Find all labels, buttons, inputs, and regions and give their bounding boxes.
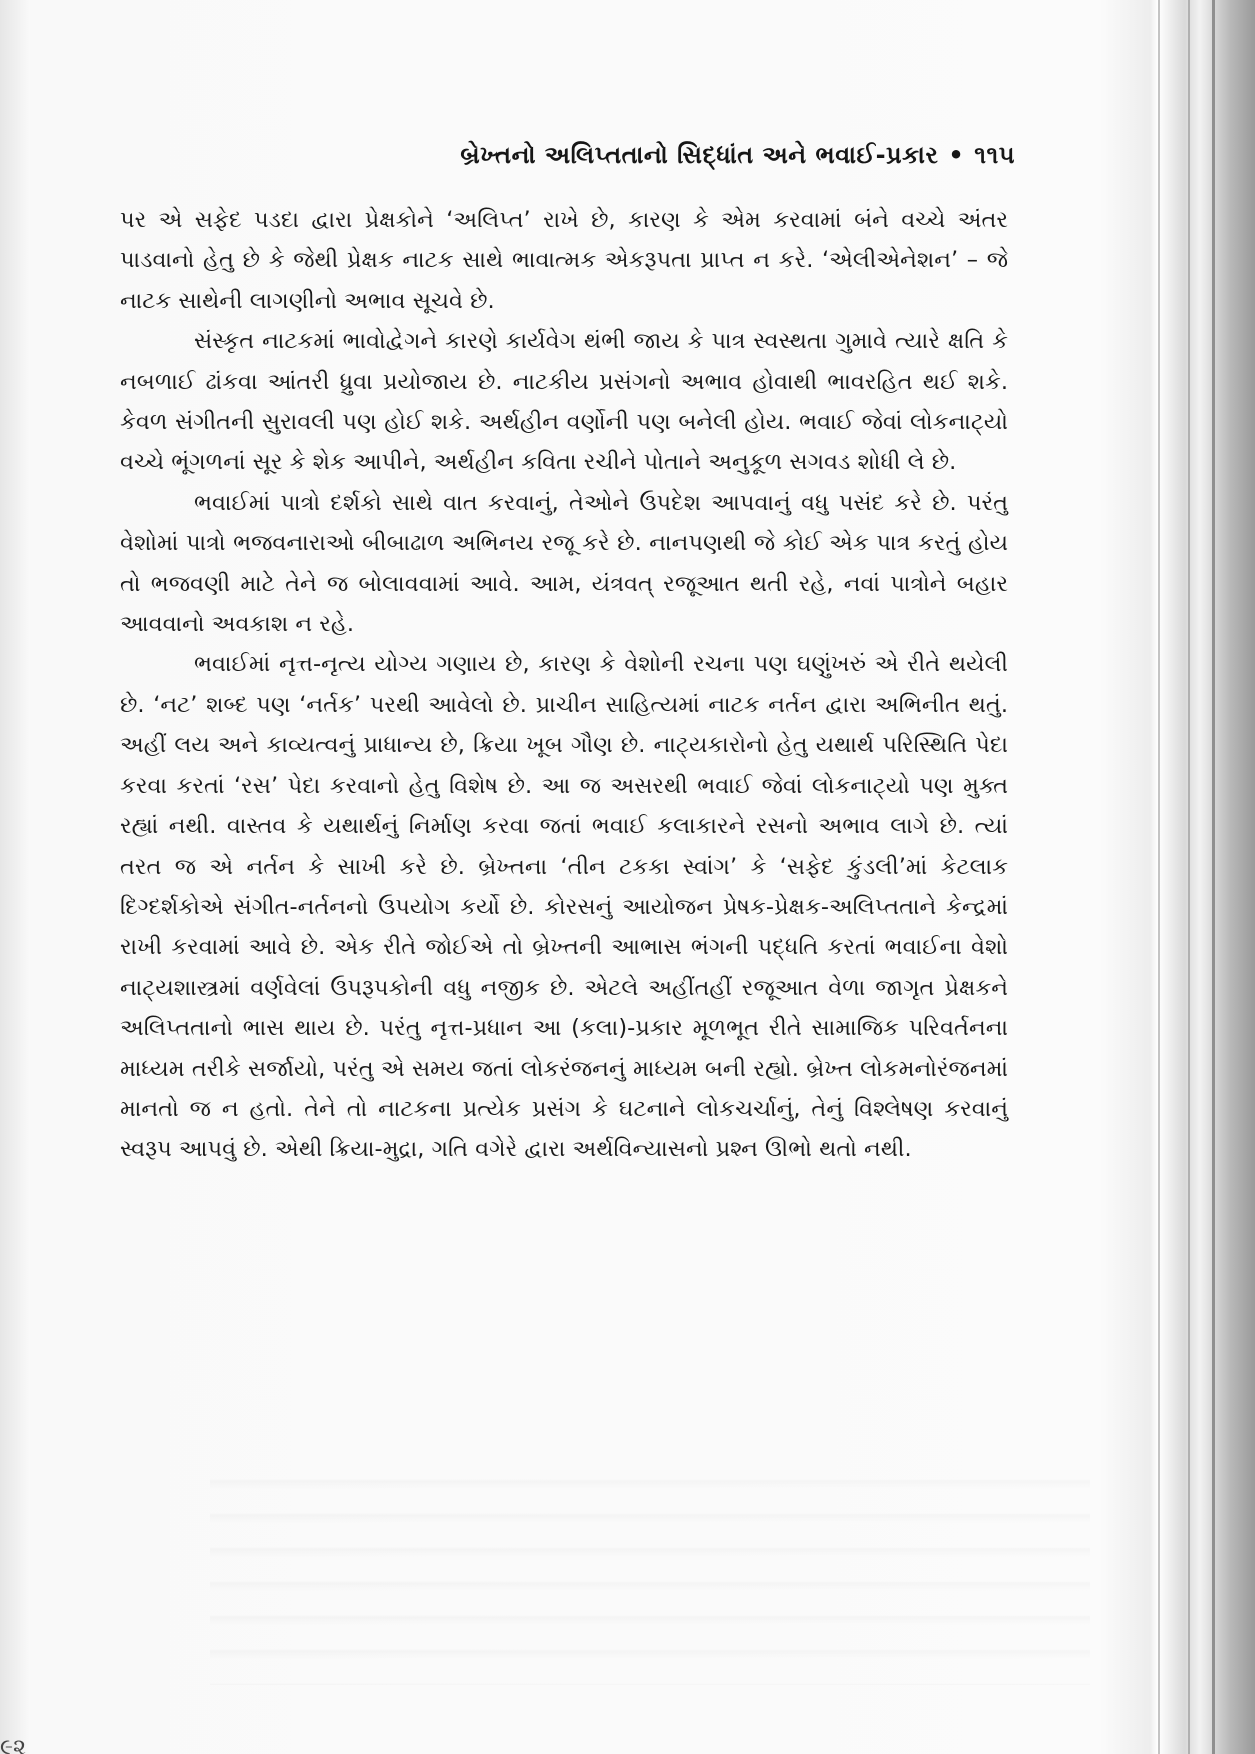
chapter-title: બ્રેખ્તનો અલિપ્તતાનો સિદ્ધાંત અને ભવાઈ-પ્રકાર	[460, 141, 939, 169]
page-edge	[1212, 0, 1215, 1754]
body-text	[120, 200, 1008, 1170]
page-edge	[1188, 0, 1190, 1754]
margin-mark: ૯૨	[0, 1735, 26, 1754]
paragraph: પર એ સફેદ પડદા દ્વારા પ્રેક્ષકોને ‘અલિપ્ત’ રાખે છે, કારણ કે એમ કરવામાં બંને વચ્ચે અંતર પાડવાનો હેતુ છે કે જેથી પ્રેક્ષક નાટક સાથે ભાવાત્મક એકરૂપતા પ્રાપ્ત ન કરે. ‘એલીએનેશન’ – જે નાટક સાથેની લાગણીનો અભાવ સૂચવે છે.	[120, 207, 1008, 314]
bleed-through-text	[210, 1455, 1090, 1685]
header-separator: •	[948, 141, 965, 169]
paragraph: સંસ્કૃત નાટકમાં ભાવોદ્વેગને કારણે કાર્યવેગ થંભી જાય કે પાત્ર સ્વસ્થતા ગુમાવે ત્યારે ક્ષતિ કે નબળાઈ ઢાંકવા આંતરી ધ્રુવા પ્રયોજાય છે. નાટકીય પ્રસંગનો અભાવ હોવાથી ભાવરહિત થઈ શકે. કેવળ સંગીતની સુરાવલી પણ હોઈ શકે. અર્થહીન વર્ણોની પણ બનેલી હોય. ભવાઈ જેવાં લોકનાટ્યો વચ્ચે ભૂંગળનાં સૂર કે શેક આપીને, અર્થહીન કવિતા રચીને પોતાને અનુકૂળ સગવડ શોધી લે છે.	[120, 328, 1008, 476]
page-number: ૧૧૫	[974, 141, 1015, 169]
page-edge	[1158, 0, 1160, 1754]
running-header	[330, 141, 1015, 169]
paragraph: ભવાઈમાં નૃત્ત-નૃત્ય યોગ્ય ગણાય છે, કારણ કે વેશોની રચના પણ ઘણુંખરું એ રીતે થયેલી છે. ‘નટ’ શબ્દ પણ ‘નર્તક’ પરથી આવેલો છે. પ્રાચીન સાહિત્યમાં નાટક નર્તન દ્વારા અભિનીત થતું. અહીં લય અને કાવ્યત્વનું પ્રાધાન્ય છે, ક્રિયા ખૂબ ગૌણ છે. નાટ્યકારોનો હેતુ યથાર્થ પરિસ્થિતિ પેદા કરવા કરતાં ‘રસ’ પેદા કરવાનો હેતુ વિશેષ છે. આ જ અસરથી ભવાઈ જેવાં લોકનાટ્યો પણ મુક્ત રહ્યાં નથી. વાસ્તવ કે યથાર્થનું નિર્માણ કરવા જતાં ભવાઈ કલાકારને રસનો અભાવ લાગે છે. ત્યાં તરત જ એ નર્તન કે સાખી કરે છે. બ્રેખ્તના ‘તીન ટકકા સ્વાંગ’ કે ‘સફેદ કુંડલી’માં કેટલાક દિગ્દર્શકોએ સંગીત-નર્તનનો ઉપયોગ કર્યો છે. કોરસનું આયોજન પ્રેષક-પ્રેક્ષક-અલિપ્તતાને કેન્દ્રમાં રાખી કરવામાં આવે છે. એક રીતે જોઈએ તો બ્રેખ્તની આભાસ ભંગની પદ્ધતિ કરતાં ભવાઈના વેશો નાટ્યશાસ્ત્રમાં વર્ણવેલાં ઉપરૂપકોની વધુ નજીક છે. એટલે અહીંતહીં રજૂઆત વેળા જાગૃત પ્રેક્ષકને અલિપ્તતાનો ભાસ થાય છે. પરંતુ નૃત્ત-પ્રધાન આ (કલા)-પ્રકાર મૂળભૂત રીતે સામાજિક પરિવર્તનના માધ્યમ તરીકે સર્જાયો, પરંતુ એ સમય જતાં લોકરંજનનું માધ્યમ બની રહ્યો. બ્રેખ્ત લોકમનોરંજનમાં માનતો જ ન હતો. તેને તો નાટકના પ્રત્યેક પ્રસંગ કે ઘટનાને લોકચર્ચાનું, તેનું વિશ્લેષણ કરવાનું સ્વરૂપ આપવું છે. એથી ક્રિયા-મુદ્રા, ગતિ વગેરે દ્વારા અર્થવિન્યાસનો પ્રશ્ન ઊભો થતો નથી.	[120, 651, 1008, 1163]
paragraph: ભવાઈમાં પાત્રો દર્શકો સાથે વાત કરવાનું, તેઓને ઉપદેશ આપવાનું વધુ પસંદ કરે છે. પરંતુ વેશોમાં પાત્રો ભજવનારાઓ બીબાઢાળ અભિનય રજૂ કરે છે. નાનપણથી જે કોઈ એક પાત્ર કરતું હોય તો ભજવણી માટે તેને જ બોલાવવામાં આવે. આમ, યંત્રવત્ રજૂઆત થતી રહે, નવાં પાત્રોને બહાર આવવાનો અવકાશ ન રહે.	[120, 489, 1009, 638]
